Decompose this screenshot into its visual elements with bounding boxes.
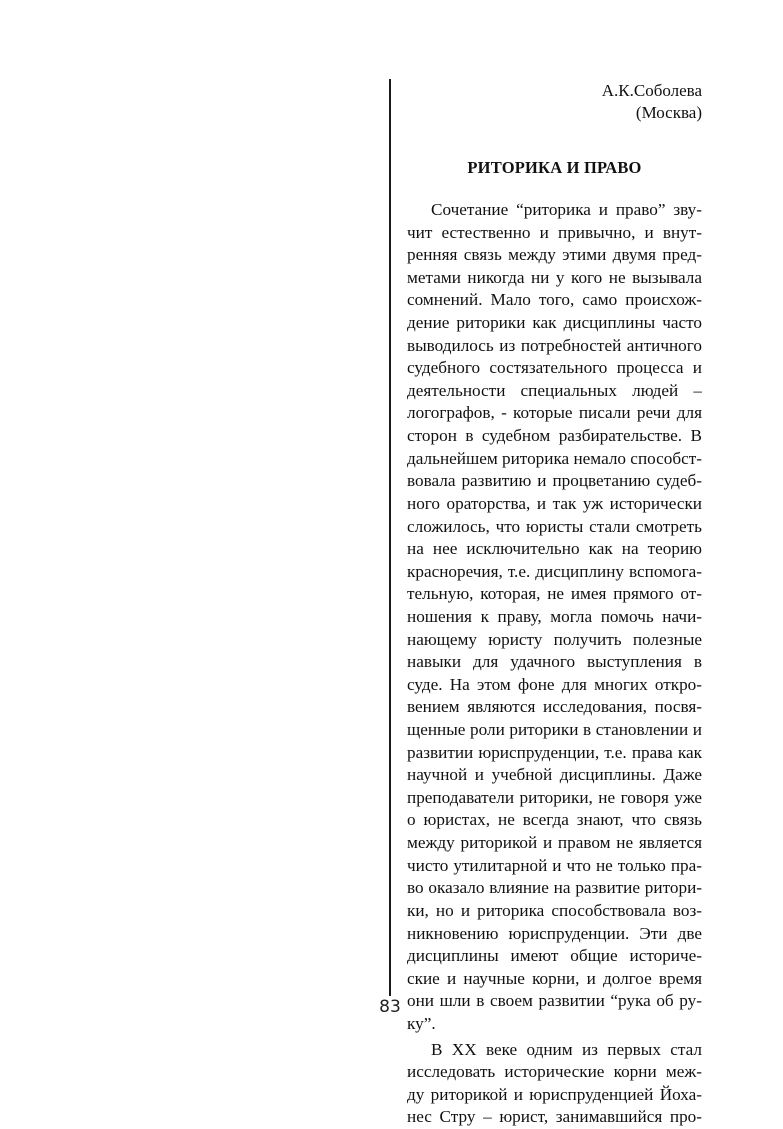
article-title: РИТОРИКА И ПРАВО xyxy=(467,158,642,177)
text-line: о юристах, не всегда знают, что связь xyxy=(407,810,702,830)
paragraph-1 xyxy=(407,199,702,1036)
text-line: ские и научные корни, и долгое время xyxy=(407,968,702,988)
text-line: научной и учебной дисциплины. Даже xyxy=(407,765,702,785)
text-line: ку”. xyxy=(407,1013,436,1033)
text-line: сторон в судебном разбирательстве. В xyxy=(407,426,702,446)
text-line: нающему юристу получить полезные xyxy=(407,629,702,649)
author-name: А.К.Соболева xyxy=(601,81,702,100)
paragraph-2 xyxy=(407,1039,702,1129)
text-line: красноречия, т.е. дисциплину вспомога- xyxy=(407,561,702,581)
vertical-rule xyxy=(389,79,391,996)
page-number: 83 xyxy=(379,997,401,1017)
author-city: (Москва) xyxy=(635,103,702,122)
text-line: нес Стру – юрист, занимавшийся про- xyxy=(407,1107,702,1127)
text-line: метами никогда ни у кого не вызывала xyxy=(407,267,702,287)
text-line: тельную, которая, не имея прямого от- xyxy=(407,584,702,604)
text-line: они шли в своем развитии “рука об ру- xyxy=(407,991,702,1011)
text-line: никновению юриспруденции. Эти две xyxy=(407,923,702,943)
text-line: ного ораторства, и так уж исторически xyxy=(407,493,702,513)
text-line: навыки для удачного выступления в xyxy=(407,652,702,672)
text-line: Сочетание “риторика и право” зву- xyxy=(431,200,702,219)
text-line: ренняя связь между этими двумя пред- xyxy=(407,245,702,265)
text-line: деятельности специальных людей – xyxy=(407,380,702,400)
text-line: щенные роли риторики в становлении и xyxy=(407,720,702,740)
text-line: сомнений. Мало того, само происхож- xyxy=(407,290,702,310)
text-line: между риторикой и правом не является xyxy=(407,833,702,853)
text-line: дение риторики как дисциплины часто xyxy=(407,313,702,333)
text-line: ду риторикой и юриспруденцией Йоха- xyxy=(407,1084,702,1104)
text-line: развитии юриспруденции, т.е. права как xyxy=(407,742,702,762)
text-line: В XX веке одним из первых стал xyxy=(431,1039,702,1059)
text-line: чит естественно и привычно, и внут- xyxy=(407,222,702,242)
text-line: на нее исключительно как на теорию xyxy=(407,539,702,559)
text-line: дисциплины имеют общие историче- xyxy=(407,946,702,966)
text-line: вением являются исследования, посвя- xyxy=(407,697,702,717)
author-block xyxy=(407,80,702,124)
text-line: сложилось, что юристы стали смотреть xyxy=(407,516,702,536)
text-line: суде. На этом фоне для многих откро- xyxy=(407,674,702,694)
text-line: ношения к праву, могла помочь начи- xyxy=(407,606,702,626)
text-line: выводилось из потребностей античного xyxy=(407,335,702,355)
text-line: преподаватели риторики, не говоря уже xyxy=(407,787,702,807)
text-line: дальнейшем риторика немало способст- xyxy=(407,448,702,468)
text-line: во оказало влияние на развитие ритори- xyxy=(407,878,702,898)
text-line: ки, но и риторика способствовала воз- xyxy=(407,900,702,920)
text-line: судебного состязательного процесса и xyxy=(407,358,702,378)
text-line: исследовать исторические корни меж- xyxy=(407,1062,702,1082)
text-line: вовала развитию и процветанию судеб- xyxy=(407,471,702,491)
article-body xyxy=(407,199,702,1129)
text-line: чисто утилитарной и что не только пра- xyxy=(407,855,702,875)
article-column xyxy=(407,80,702,1129)
text-line: логографов, - которые писали речи для xyxy=(407,403,702,423)
